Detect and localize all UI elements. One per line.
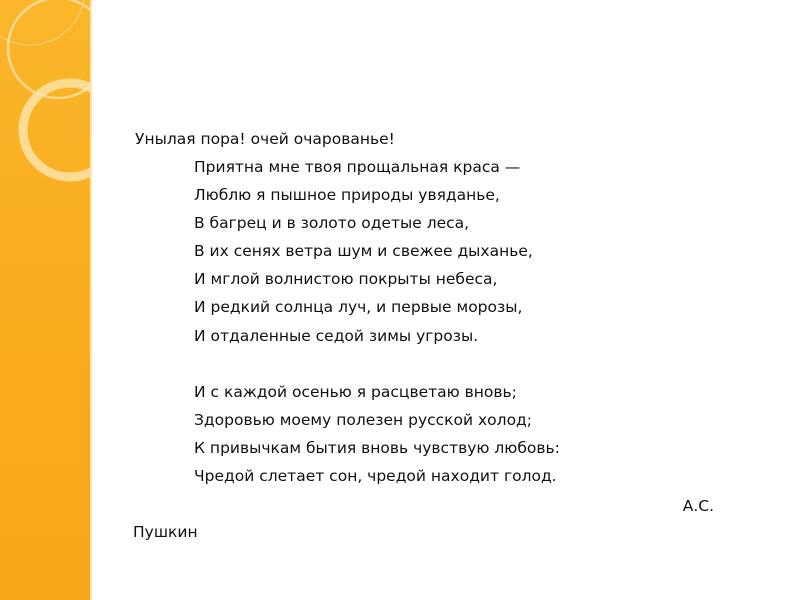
poem-line: Здоровью моему полезен русской холод;: [194, 411, 532, 429]
poem-line: И редкий солнца луч, и первые морозы,: [194, 298, 523, 316]
poem-line: Приятна мне твоя прощальная краса —: [194, 158, 521, 176]
poem-line: Чредой слетает сон, чредой находит голод.: [194, 467, 557, 485]
author-surname: Пушкин: [133, 523, 198, 541]
author-initials: А.С.: [682, 497, 714, 515]
poem-line: В их сенях ветра шум и свежее дыханье,: [194, 242, 533, 260]
poem-line: И отдаленные седой зимы угрозы.: [194, 327, 479, 345]
poem-line: К привычкам бытия вновь чувствую любовь:: [194, 439, 560, 457]
poem-line: Унылая пора! очей очарованье!: [135, 130, 395, 148]
poem-line: И с каждой осенью я расцветаю вновь;: [194, 383, 517, 401]
poem-line: И мглой волнистою покрыты небеса,: [194, 270, 498, 288]
poem-line: Люблю я пышное природы увяданье,: [194, 186, 500, 204]
poem-line: В багрец и в золото одетые леса,: [194, 214, 470, 232]
